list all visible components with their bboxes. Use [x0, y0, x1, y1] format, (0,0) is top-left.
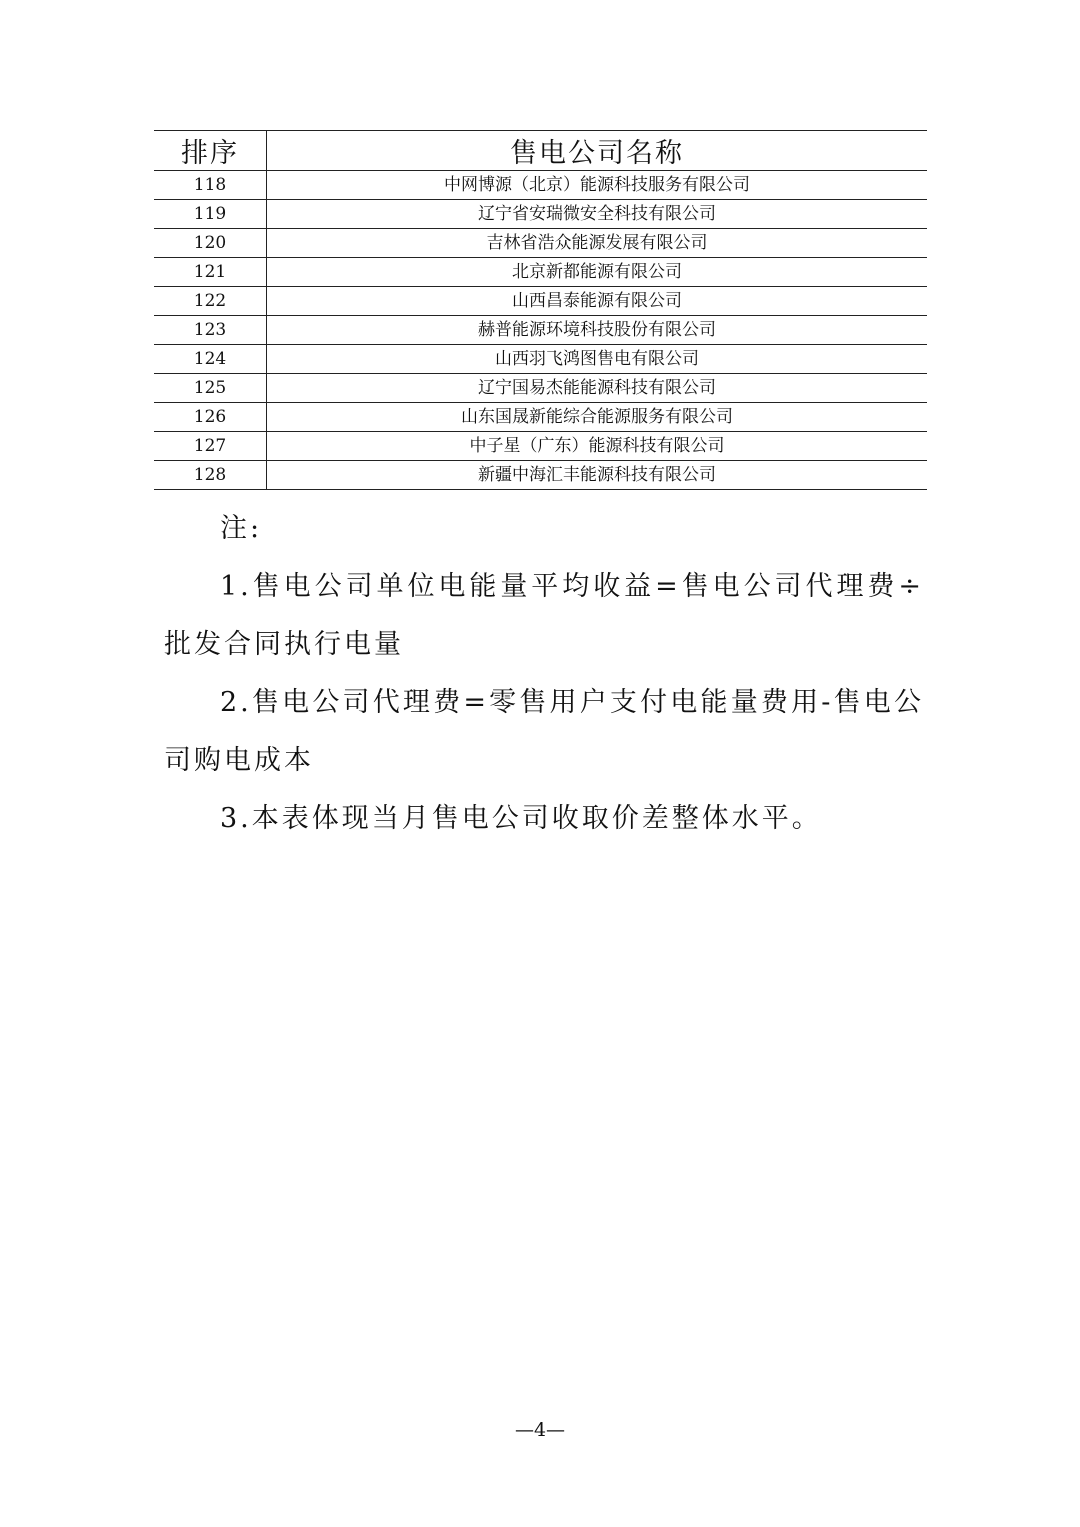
table-row — [154, 200, 927, 229]
header-row — [154, 131, 927, 171]
company-name-cell: 中子星（广东）能源科技有限公司 — [267, 432, 928, 461]
table-row — [154, 345, 927, 374]
rank-cell: 124 — [154, 345, 267, 374]
header-rank: 排序 — [154, 131, 267, 171]
table-row — [154, 374, 927, 403]
note-item-1: 1.售电公司单位电能量平均收益=售电公司代理费÷批发合同执行电量 — [164, 571, 924, 660]
notes-section — [164, 500, 924, 848]
rank-cell: 121 — [154, 258, 267, 287]
company-name-cell: 山西昌泰能源有限公司 — [267, 287, 928, 316]
company-name-cell: 新疆中海汇丰能源科技有限公司 — [267, 461, 928, 490]
company-name-cell: 吉林省浩众能源发展有限公司 — [267, 229, 928, 258]
table-row — [154, 461, 927, 490]
table-row — [154, 432, 927, 461]
rank-cell: 122 — [154, 287, 267, 316]
page-number: —4— — [514, 1419, 566, 1441]
table-row — [154, 171, 927, 200]
company-ranking-table — [154, 130, 927, 490]
company-name-cell: 北京新都能源有限公司 — [267, 258, 928, 287]
rank-cell: 128 — [154, 461, 267, 490]
company-name-cell: 赫普能源环境科技股份有限公司 — [267, 316, 928, 345]
rank-cell: 123 — [154, 316, 267, 345]
rank-cell: 126 — [154, 403, 267, 432]
company-name-cell: 辽宁省安瑞微安全科技有限公司 — [267, 200, 928, 229]
header-company-name: 售电公司名称 — [267, 131, 928, 171]
company-name-cell: 山西羽飞鸿图售电有限公司 — [267, 345, 928, 374]
table-row — [154, 229, 927, 258]
table-row — [154, 258, 927, 287]
rank-cell: 120 — [154, 229, 267, 258]
table-row — [154, 287, 927, 316]
company-name-cell: 山东国晟新能综合能源服务有限公司 — [267, 403, 928, 432]
rank-cell: 125 — [154, 374, 267, 403]
rank-cell: 127 — [154, 432, 267, 461]
table-row — [154, 403, 927, 432]
rank-cell: 119 — [154, 200, 267, 229]
table-row — [154, 316, 927, 345]
table-header — [154, 131, 927, 171]
company-name-cell: 中网博源（北京）能源科技服务有限公司 — [267, 171, 928, 200]
company-name-cell: 辽宁国易杰能能源科技有限公司 — [267, 374, 928, 403]
table-body — [154, 171, 927, 490]
note-item-3: 3.本表体现当月售电公司收取价差整体水平。 — [220, 803, 822, 834]
rank-cell: 118 — [154, 171, 267, 200]
notes-heading: 注: — [220, 513, 263, 544]
note-item-2: 2.售电公司代理费=零售用户支付电能量费用-售电公司购电成本 — [164, 687, 924, 776]
